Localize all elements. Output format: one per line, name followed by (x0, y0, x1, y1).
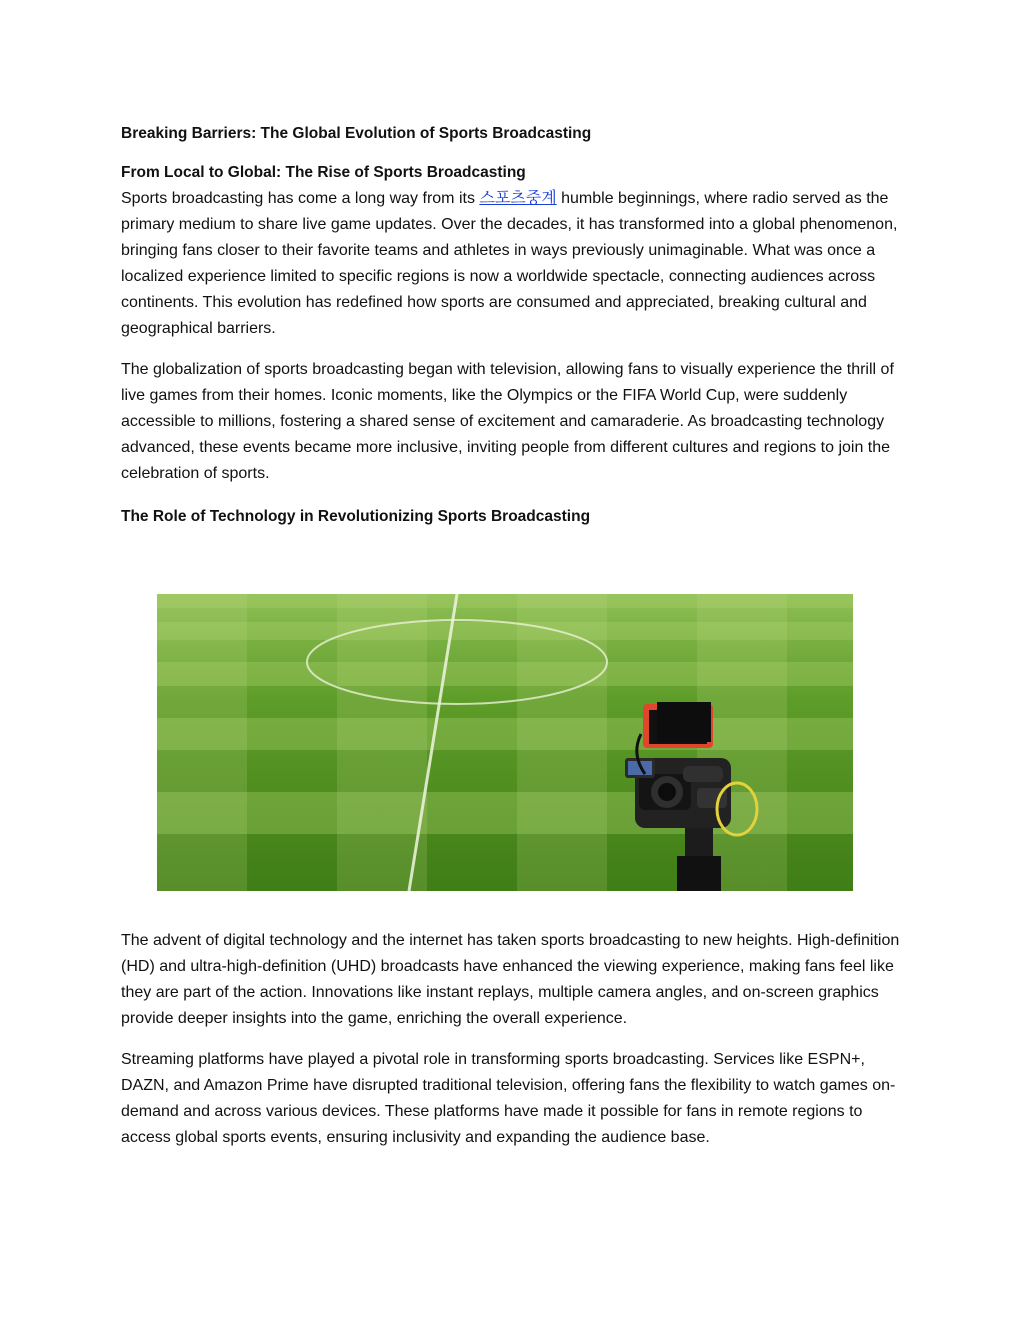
article-title: Breaking Barriers: The Global Evolution of Sports Broadcasting (121, 125, 592, 142)
paragraph-streaming: Streaming platforms have played a pivotal role in transforming sports broadcasting. Services like ESPN+, DAZN, and Amazon Prime have disrupted traditional television, offering fans the flexibility to watch games on-demand and across various devices. These platforms have made it possible for fans in remote regions to access global sports events, ensuring inclusivity and expanding the audience base. (121, 1051, 896, 1146)
sports-broadcast-link[interactable]: 스포츠중계 (479, 190, 557, 207)
section-heading-rise: From Local to Global: The Rise of Sports Broadcasting (121, 164, 526, 181)
para1-text-end: humble beginnings, where radio served as the primary medium to share live game updates. Over the decades, it has transformed into a global phenomenon, bringing fans closer to their favorite teams and athletes in ways previously unimaginable. What was once a localized experience limited to specific regions is now a worldwide spectacle, connecting audiences across continents. This evolution has redefined how sports are consumed and appreciated, breaking cultural and geographical barriers. (121, 190, 898, 337)
stadium-camera-photo (157, 594, 853, 891)
article-body-continued (121, 928, 911, 1151)
paragraph-globalization: The globalization of sports broadcasting began with television, allowing fans to visually experience the thrill of live games from their homes. Iconic moments, like the Olympics or the FIFA World Cup, were suddenly accessible to millions, fostering a shared sense of excitement and camaraderie. As broadcasting technology advanced, these events became more inclusive, inviting people from different cultures and regions to join the celebration of sports. (121, 361, 894, 482)
paragraph-intro (121, 186, 911, 342)
paragraph-digital-tech: The advent of digital technology and the internet has taken sports broadcasting to new heights. High-definition (HD) and ultra-high-definition (UHD) broadcasts have enhanced the viewing experience, making fans feel like they are part of the action. Innovations like instant replays, multiple camera angles, and on-screen graphics provide deeper insights into the game, enriching the overall experience. (121, 932, 900, 1027)
article-body (121, 124, 911, 530)
section-heading-technology: The Role of Technology in Revolutionizing Sports Broadcasting (121, 508, 591, 525)
para1-text-start: Sports broadcasting has come a long way from its (121, 190, 480, 207)
